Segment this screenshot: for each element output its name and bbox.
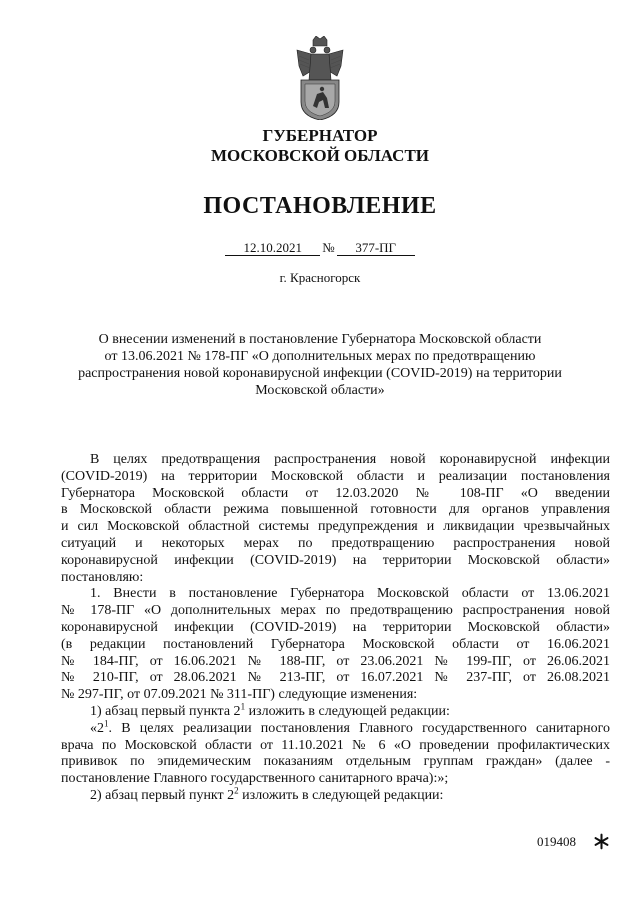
body-line: № 184-ПГ, от 16.06.2021 № 188-ПГ, от 23.06.2021 № 199-ПГ, от 26.06.2021: [61, 653, 610, 669]
subject-line: от 13.06.2021 № 178-ПГ «О дополнительных мерах по предотвращению: [104, 349, 536, 364]
document-number: 377-ПГ: [337, 241, 415, 256]
body-line: № 210-ПГ, от 28.06.2021 № 213-ПГ, от 16.07.2021 № 237-ПГ, от 26.08.2021: [61, 670, 610, 686]
superscript: 2: [234, 785, 239, 796]
superscript: 1: [240, 701, 246, 712]
date-number-line: [0, 240, 640, 256]
quote-text: «2: [90, 720, 104, 736]
document-subject: [60, 331, 580, 399]
body-line: и сил Московской областной системы предупреждения и ликвидации чрезвычайных: [61, 519, 610, 535]
subitem-text: изложить в следующей редакции:: [238, 787, 444, 803]
body-line: 1. Внести в постановление Губернатора Московской области от 13.06.2021: [90, 586, 610, 602]
form-serial-number: 019408: [537, 834, 576, 849]
document-type-title: ПОСТАНОВЛЕНИЕ: [203, 193, 437, 219]
document-body: [61, 452, 610, 805]
authority-line-2: МОСКОВСКОЙ ОБЛАСТИ: [210, 146, 430, 165]
superscript: 1: [104, 718, 109, 729]
subitem-text: 2) абзац первый пункт 2: [90, 787, 235, 803]
authority-line-1: ГУБЕРНАТОР: [262, 126, 378, 145]
asterisk-mark-icon: [593, 833, 610, 850]
subitem-text: изложить в следующей редакции:: [245, 703, 450, 719]
body-line: (в редакции постановлений Губернатора Московской области от 16.06.2021: [61, 636, 610, 652]
quote-text: . В целях реализации постановления Главного государственного санитарного: [108, 720, 610, 736]
subject-line: О внесении изменений в постановление Губернатора Московской области: [98, 332, 542, 347]
body-line: врача по Московской области от 11.10.2021 № 6 «О проведении профилактических: [61, 737, 610, 753]
body-line: в Московской области режима повышенной готовности для органов управления: [61, 502, 610, 518]
body-line: № 297-ПГ, от 07.09.2021 № 311-ПГ) следующие изменения:: [61, 687, 418, 703]
body-line: В целях предотвращения распространения новой коронавирусной инфекции: [90, 452, 610, 467]
subject-line: Московской области»: [255, 383, 385, 398]
issue-city: г. Красногорск: [279, 270, 361, 285]
number-sign: №: [322, 240, 335, 255]
body-line: коронавирусной инфекции (COVID-2019) на территории Московской области»: [61, 552, 610, 568]
body-line: постановляю:: [61, 569, 144, 585]
body-line: № 178-ПГ «О дополнительных мерах по предотвращению распространения новой: [61, 603, 610, 619]
body-line: ситуаций и некоторых мерах по предотвращению распространения новой: [61, 535, 610, 551]
body-line: коронавирусной инфекции (COVID-2019) на территории Московской области»: [61, 619, 610, 635]
subject-line: распространения новой коронавирусной инфекции (COVID-2019) на территории: [78, 366, 562, 381]
subitem-text: 1) абзац первый пункта 2: [90, 703, 241, 719]
body-line: прививок по эпидемическим показаниям отдельным группам граждан» (далее -: [61, 754, 610, 770]
quote-first-line: [61, 718, 610, 738]
body-line: постановление Главного государственного санитарного врача):»;: [61, 771, 449, 787]
subitem-1: [61, 701, 610, 721]
coat-of-arms-emblem: [293, 36, 347, 120]
document-date: 12.10.2021: [225, 241, 320, 256]
body-line: (COVID-2019) на территории Московской области и реализации постановления: [61, 468, 610, 484]
subitem-2: [61, 785, 610, 805]
body-line: Губернатора Московской области от 12.03.2020 № 108-ПГ «О введении: [61, 485, 610, 501]
